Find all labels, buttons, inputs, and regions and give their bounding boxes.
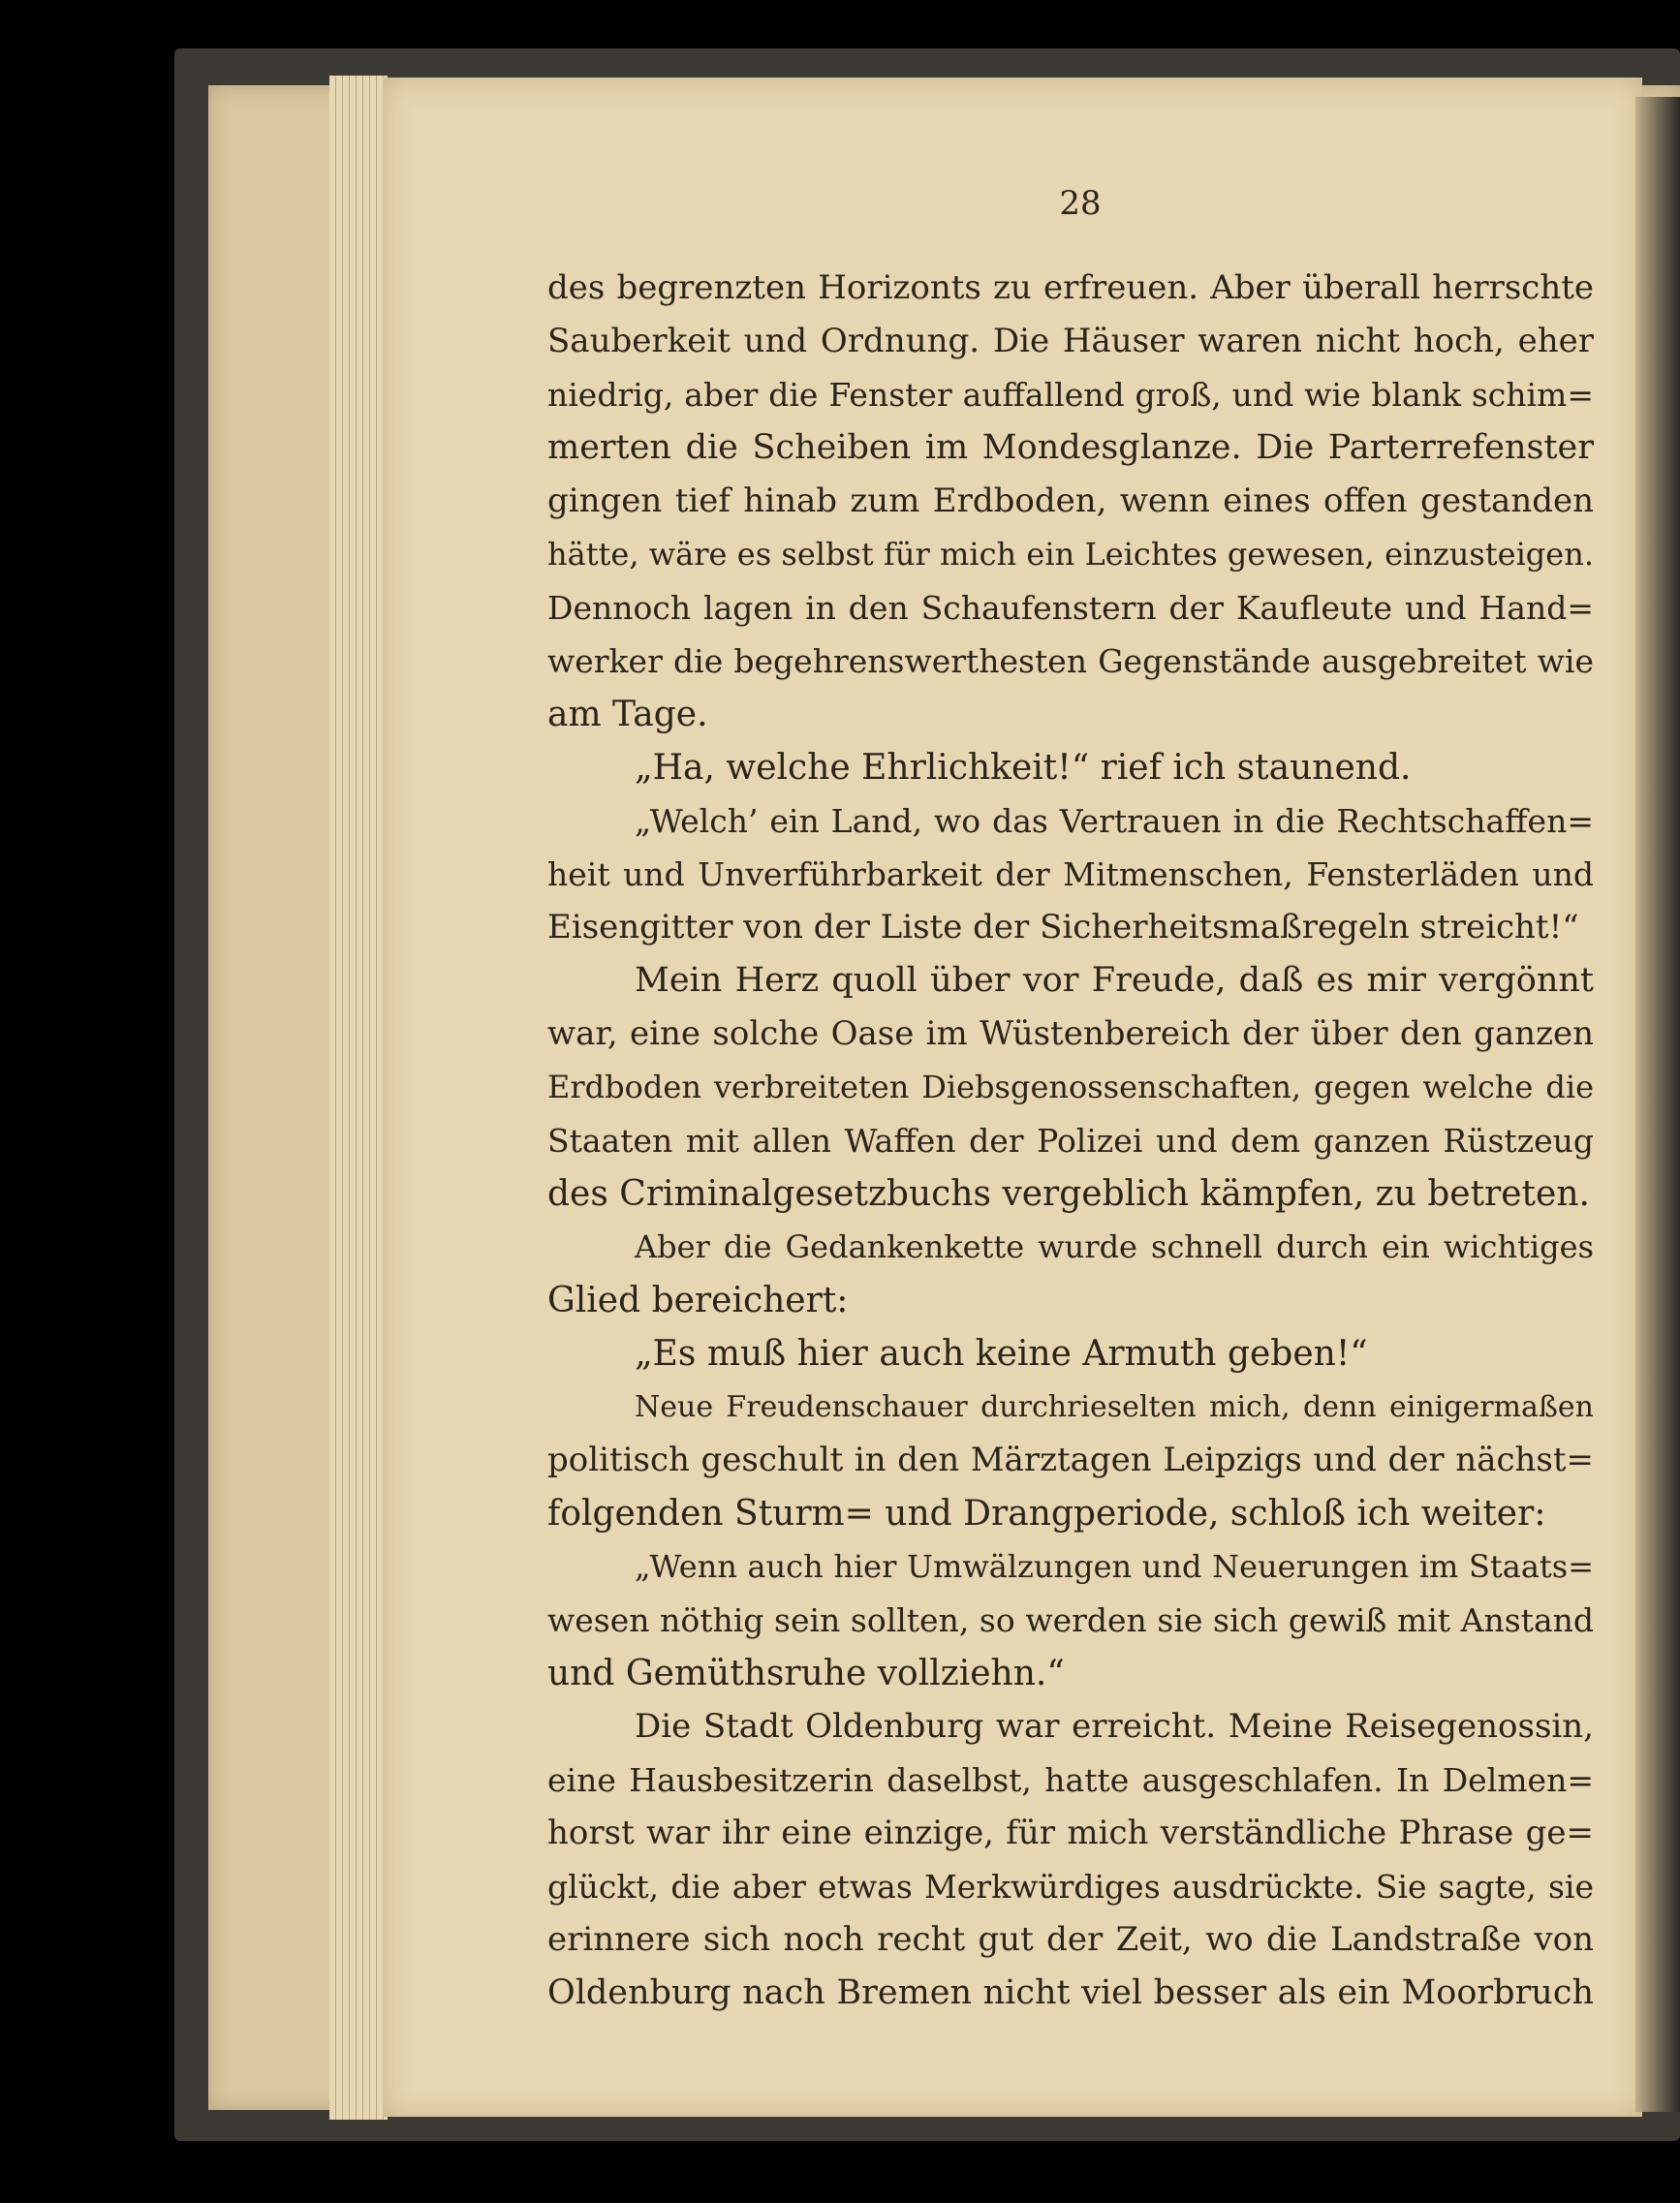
page-stack-edge: [329, 76, 388, 2120]
text-line: „Ha, welche Ehrlichkeit!“ rief ich staunend.: [635, 748, 1412, 788]
text-line: Mein Herz quoll über vor Freude, daß es mir vergönnt: [635, 961, 1594, 1000]
text-line: Oldenburg nach Bremen nicht viel besser als ein Moorbruch: [547, 1973, 1594, 2012]
text-line: am Tage.: [547, 695, 708, 734]
text-line: des Criminalgesetzbuchs vergeblich kämpfen, zu betreten.: [547, 1174, 1590, 1214]
page-text: [547, 262, 1594, 2020]
text-line: heit und Unverführbarkeit der Mitmenschen, Fensterläden und: [547, 855, 1594, 893]
page-gutter-shadow: [1635, 97, 1680, 2112]
text-line: merten die Scheiben im Mondesglanze. Die Parterrefenster: [547, 428, 1594, 467]
text-line: des begrenzten Horizonts zu erfreuen. Aber überall herrschte: [547, 268, 1594, 307]
text-line: Erdboden verbreiteten Diebsgenossenschaften, gegen welche die: [547, 1069, 1594, 1105]
text-line: politisch geschult in den Märztagen Leipzigs und der nächst=: [547, 1441, 1594, 1479]
text-line: glückt, die aber etwas Merkwürdiges ausdrückte. Sie sagte, sie: [547, 1868, 1594, 1906]
text-line: „Es muß hier auch keine Armuth geben!“: [635, 1334, 1368, 1374]
text-line: und Gemüthsruhe vollziehn.“: [547, 1654, 1065, 1693]
text-line: Aber die Gedankenkette wurde schnell durch ein wichtiges: [635, 1228, 1594, 1265]
text-line: folgenden Sturm= und Drangperiode, schloß ich weiter:: [547, 1494, 1546, 1534]
text-line: Glied bereichert:: [547, 1281, 849, 1320]
text-line: erinnere sich noch recht gut der Zeit, wo die Landstraße von: [547, 1920, 1594, 1959]
page-number: 28: [1059, 184, 1102, 223]
text-line: Sauberkeit und Ordnung. Die Häuser waren nicht hoch, eher: [547, 322, 1594, 360]
text-line: Die Stadt Oldenburg war erreicht. Meine Reisegenossin,: [635, 1707, 1594, 1746]
text-line: wesen nöthig sein sollten, so werden sie sich gewiß mit Anstand: [547, 1601, 1594, 1639]
text-line: Eisengitter von der Liste der Sicherheitsmaßregeln streicht!“: [547, 908, 1579, 946]
text-line: niedrig, aber die Fenster auffallend groß, und wie blank schim=: [547, 376, 1594, 414]
text-line: eine Hausbesitzerin daselbst, hatte ausgeschlafen. In Delmen=: [547, 1761, 1594, 1799]
text-line: gingen tief hinab zum Erdboden, wenn eines offen gestanden: [547, 481, 1594, 520]
text-line: Staaten mit allen Waffen der Polizei und dem ganzen Rüstzeug: [547, 1122, 1594, 1160]
text-line: hätte, wäre es selbst für mich ein Leichtes gewesen, einzusteigen.: [547, 536, 1594, 573]
text-line: war, eine solche Oase im Wüstenbereich der über den ganzen: [547, 1014, 1594, 1053]
text-line: werker die begehrenswerthesten Gegenstände ausgebreitet wie: [547, 642, 1594, 680]
text-line: „Welch’ ein Land, wo das Vertrauen in die Rechtschaffen=: [635, 802, 1594, 840]
text-line: Neue Freudenschauer durchrieselten mich, denn einigermaßen: [635, 1390, 1594, 1424]
text-line: Dennoch lagen in den Schaufenstern der Kaufleute und Hand=: [547, 589, 1594, 627]
text-line: „Wenn auch hier Umwälzungen und Neuerungen im Staats=: [635, 1548, 1594, 1585]
text-line: horst war ihr eine einzige, für mich verständliche Phrase ge=: [547, 1814, 1594, 1852]
